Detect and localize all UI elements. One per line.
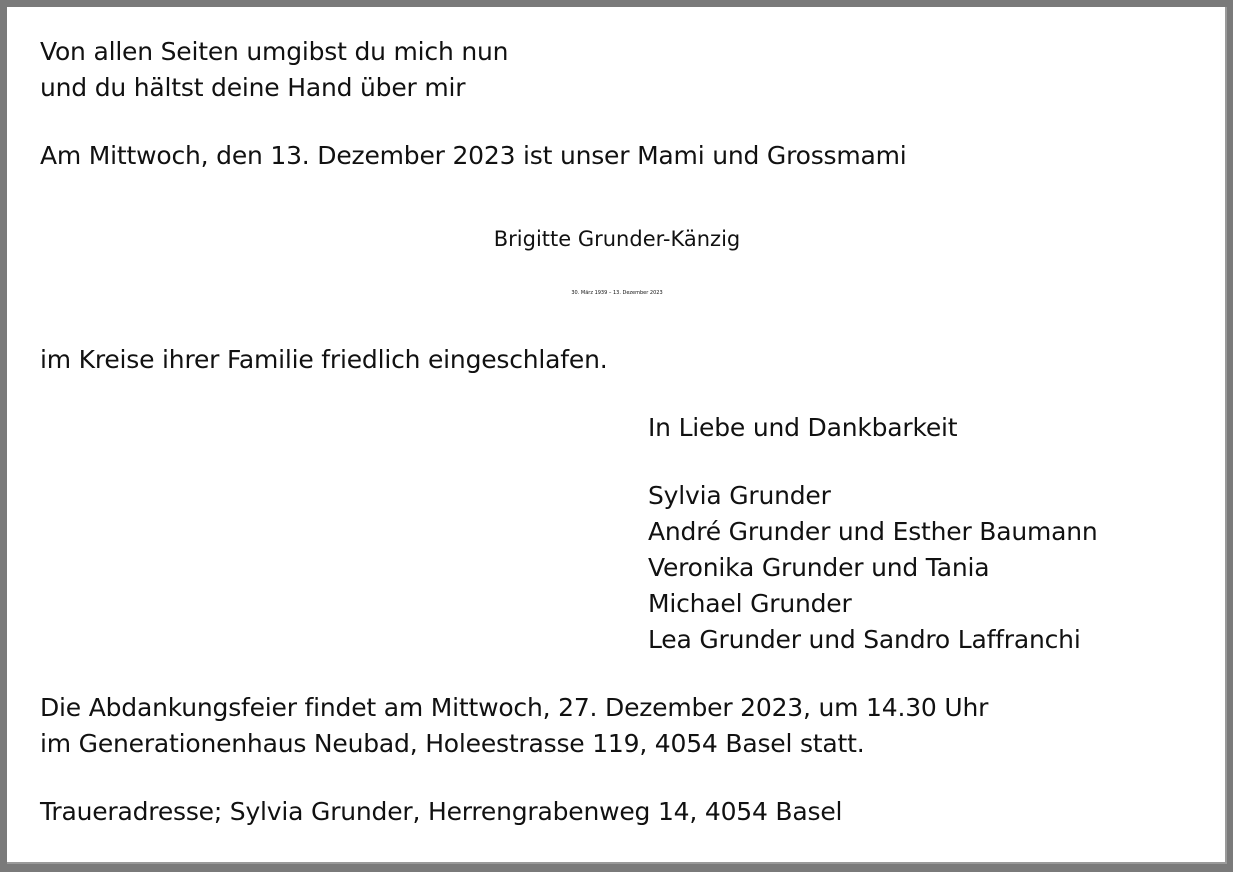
ceremony-line-1: Die Abdankungsfeier findet am Mittwoch, 27. Dezember 2023, um 14.30 Uhr [40,693,989,722]
deceased-name: Brigitte Grunder-Känzig [493,227,741,251]
mourner-name: Sylvia Grunder [648,481,831,510]
passing-text: im Kreise ihrer Familie friedlich eingeschlafen. [40,345,608,374]
mourner-name: Veronika Grunder und Tania [648,553,990,582]
mourning-address: Traueradresse; Sylvia Grunder, Herrengrabenweg 14, 4054 Basel [40,797,843,826]
mourner-name: Michael Grunder [648,589,852,618]
verse-line-1: Von allen Seiten umgibst du mich nun [40,37,509,66]
obituary-notice [7,7,1227,864]
intro-text: Am Mittwoch, den 13. Dezember 2023 ist unser Mami und Grossmami [40,141,907,170]
mourner-name: Lea Grunder und Sandro Laffranchi [648,625,1081,654]
ceremony-line-2: im Generationenhaus Neubad, Holeestrasse 119, 4054 Basel statt. [40,729,865,758]
life-dates: 30. März 1939 – 13. Dezember 2023 [571,290,663,296]
mourner-name: André Grunder und Esther Baumann [648,517,1098,546]
mourners-heading: In Liebe und Dankbarkeit [648,413,958,442]
verse-line-2: und du hältst deine Hand über mir [40,73,466,102]
